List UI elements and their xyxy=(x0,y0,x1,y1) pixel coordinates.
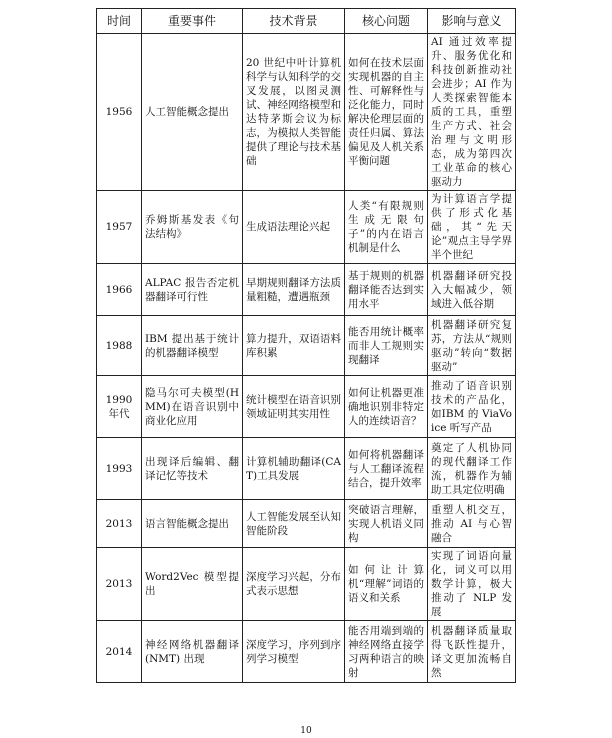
cell-background: 20 世纪中叶计算机科学与认知科学的交叉发展，以图灵测试、神经网络模型和达特茅斯会议为标志，为模拟人类智能提供了理论与技术基础 xyxy=(243,34,345,191)
cell-impact: 实现了词语向量化，词义可以用数学计算，极大推动了 NLP 发展 xyxy=(428,548,516,621)
cell-impact: 推动了语音识别技术的产品化，如IBM 的 ViaVoice 听写产品 xyxy=(428,376,516,438)
header-background: 技术背景 xyxy=(243,9,345,34)
cell-core-problem: 基于规则的机器翻译能否达到实用水平 xyxy=(345,264,428,316)
table-row xyxy=(97,438,516,500)
header-event: 重要事件 xyxy=(142,9,243,34)
table-row xyxy=(97,500,516,548)
cell-impact: AI 通过效率提升、服务优化和科技创新推动社会进步；AI 作为人类探索智能本质的工具，重塑生产方式、社会治理与文明形态，成为第四次工业革命的核心驱动力 xyxy=(428,34,516,191)
cell-background: 计算机辅助翻译(CAT)工具发展 xyxy=(243,438,345,500)
cell-year: 1993 xyxy=(97,438,142,500)
cell-year: 2013 xyxy=(97,548,142,621)
cell-impact: 机器翻译研究投入大幅减少，领域进入低谷期 xyxy=(428,264,516,316)
cell-impact: 机器翻译研究复苏，方法从“规则驱动”转向“数据驱动” xyxy=(428,316,516,376)
cell-year: 1957 xyxy=(97,191,142,264)
cell-core-problem: 能否用端到端的神经网络直接学习两种语言的映射 xyxy=(345,621,428,683)
cell-event: 隐马尔可夫模型(HMM)在语音识别中商业化应用 xyxy=(142,376,243,438)
cell-year: 1956 xyxy=(97,34,142,191)
cell-event: 出现译后编辑、翻译记忆等技术 xyxy=(142,438,243,500)
header-time: 时间 xyxy=(97,9,142,34)
header-core-problem: 核心问题 xyxy=(345,9,428,34)
cell-year: 1990 年代 xyxy=(97,376,142,438)
cell-core-problem: 人类“有限规则生成无限句子”的内在语言机制是什么 xyxy=(345,191,428,264)
cell-core-problem: 如何在技术层面实现机器的自主性、可解释性与泛化能力，同时解决伦理层面的责任归属、算法偏见及人机关系平衡问题 xyxy=(345,34,428,191)
cell-event: IBM 提出基于统计的机器翻译模型 xyxy=(142,316,243,376)
cell-event: 语言智能概念提出 xyxy=(142,500,243,548)
cell-year: 1966 xyxy=(97,264,142,316)
cell-year: 1988 xyxy=(97,316,142,376)
cell-impact: 奠定了人机协同的现代翻译工作流，机器作为辅助工具定位明确 xyxy=(428,438,516,500)
table-row xyxy=(97,621,516,683)
history-table xyxy=(96,8,516,683)
table-row xyxy=(97,264,516,316)
cell-event: 人工智能概念提出 xyxy=(142,34,243,191)
cell-core-problem: 突破语言理解，实现人机语义同构 xyxy=(345,500,428,548)
cell-event: 神经网络机器翻译(NMT) 出现 xyxy=(142,621,243,683)
cell-background: 深度学习兴起，分布式表示思想 xyxy=(243,548,345,621)
cell-core-problem: 如何将机器翻译与人工翻译流程结合，提升效率 xyxy=(345,438,428,500)
header-impact: 影响与意义 xyxy=(428,9,516,34)
cell-year: 2013 xyxy=(97,500,142,548)
cell-core-problem: 如何让机器更准确地识别非特定人的连续语音？ xyxy=(345,376,428,438)
cell-event: 乔姆斯基发表《句法结构》 xyxy=(142,191,243,264)
cell-core-problem: 如何让计算机“理解”词语的语义和关系 xyxy=(345,548,428,621)
cell-year: 2014 xyxy=(97,621,142,683)
cell-background: 早期规则翻译方法质量粗糙，遭遇瓶颈 xyxy=(243,264,345,316)
table-row xyxy=(97,34,516,191)
cell-background: 生成语法理论兴起 xyxy=(243,191,345,264)
page-number: 10 xyxy=(300,726,312,736)
table-row xyxy=(97,191,516,264)
table-row xyxy=(97,376,516,438)
cell-background: 统计模型在语音识别领域证明其实用性 xyxy=(243,376,345,438)
table-row xyxy=(97,316,516,376)
cell-background: 人工智能发展至认知智能阶段 xyxy=(243,500,345,548)
cell-impact: 机器翻译质量取得飞跃性提升，译文更加流畅自然 xyxy=(428,621,516,683)
cell-event: Word2Vec 模型提出 xyxy=(142,548,243,621)
table-header-row xyxy=(97,9,516,34)
cell-core-problem: 能否用统计概率而非人工规则实现翻译 xyxy=(345,316,428,376)
cell-background: 深度学习，序列到序列学习模型 xyxy=(243,621,345,683)
cell-impact: 为计算语言学提供了形式化基础，其“先天论”观点主导学界半个世纪 xyxy=(428,191,516,264)
table-row xyxy=(97,548,516,621)
cell-background: 算力提升，双语语料库积累 xyxy=(243,316,345,376)
cell-impact: 重塑人机交互，推动 AI 与心智融合 xyxy=(428,500,516,548)
cell-event: ALPAC 报告否定机器翻译可行性 xyxy=(142,264,243,316)
